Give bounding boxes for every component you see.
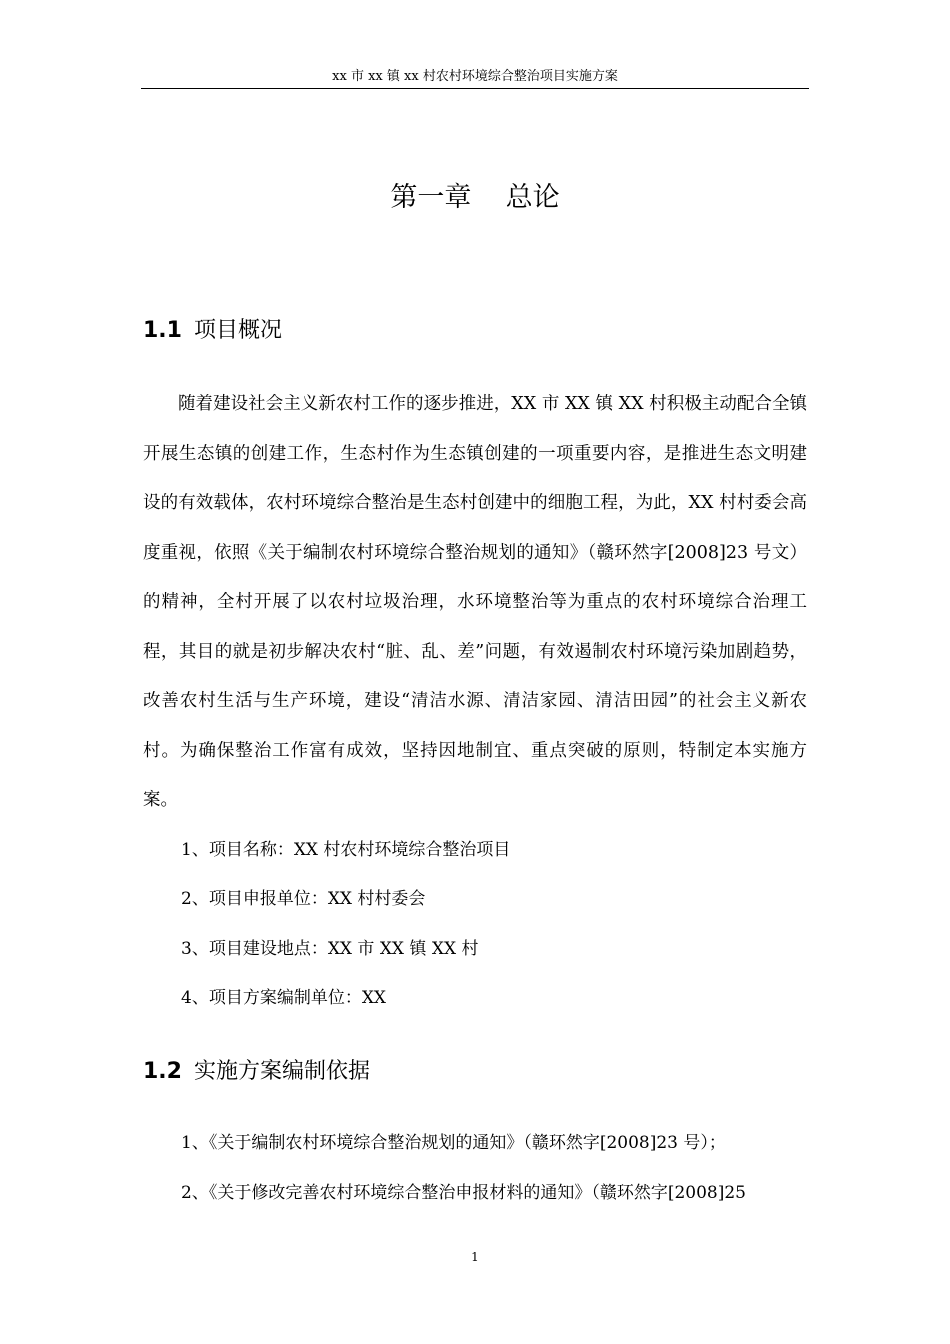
section-heading-1-2 <box>143 1057 370 1087</box>
reference-item: 1、《关于编制农村环境综合整治规划的通知》（赣环然字[2008]23 号）； <box>181 1133 726 1153</box>
list-item: 2、项目申报单位：XX 村村委会 <box>181 889 426 909</box>
list-item: 4、项目方案编制单位：XX <box>181 988 387 1008</box>
section-title: 实施方案编制依据 <box>193 1059 370 1084</box>
list-item: 1、项目名称：XX 村农村环境综合整治项目 <box>181 840 511 860</box>
section-number: 1.2 <box>143 1059 182 1084</box>
header-rule <box>141 88 809 89</box>
page-number: 1 <box>471 1250 479 1264</box>
section-heading-1-1 <box>143 316 282 346</box>
overview-paragraph: 随着建设社会主义新农村工作的逐步推进，XX 市 XX 镇 XX 村积极主动配合全镇开展生态镇的创建工作，生态村作为生态镇创建的一项重要内容，是推进生态文明建设的有效载体，农村环境综合整治是生态村创建中的细胞工程，为此，XX 村村委会高度重视，依照《关于编制农村环境综合整治规划的通知》（赣环然字[2008]23 号文）的精神，全村开展了以农村垃圾治理，水环境整治等为重点的农村环境综合治理工程，其目的就是初步解决农村“脏、乱、差”问题，有效遏制农村环境污染加剧趋势，改善农村生活与生产环境，建设“清洁水源、清洁家园、清洁田园”的社会主义新农村。为确保整治工作富有成效，坚持因地制宜、重点突破的原则，特制定本实施方案。 <box>143 394 807 810</box>
section-title: 项目概况 <box>193 318 282 343</box>
section-number: 1.1 <box>143 318 182 343</box>
list-item: 3、项目建设地点：XX 市 XX 镇 XX 村 <box>181 939 479 959</box>
reference-item: 2、《关于修改完善农村环境综合整治申报材料的通知》（赣环然字[2008]25 <box>181 1183 746 1203</box>
chapter-title: 第一章 总论 <box>390 182 560 213</box>
running-header: xx 市 xx 镇 xx 村农村环境综合整治项目实施方案 <box>332 69 618 84</box>
